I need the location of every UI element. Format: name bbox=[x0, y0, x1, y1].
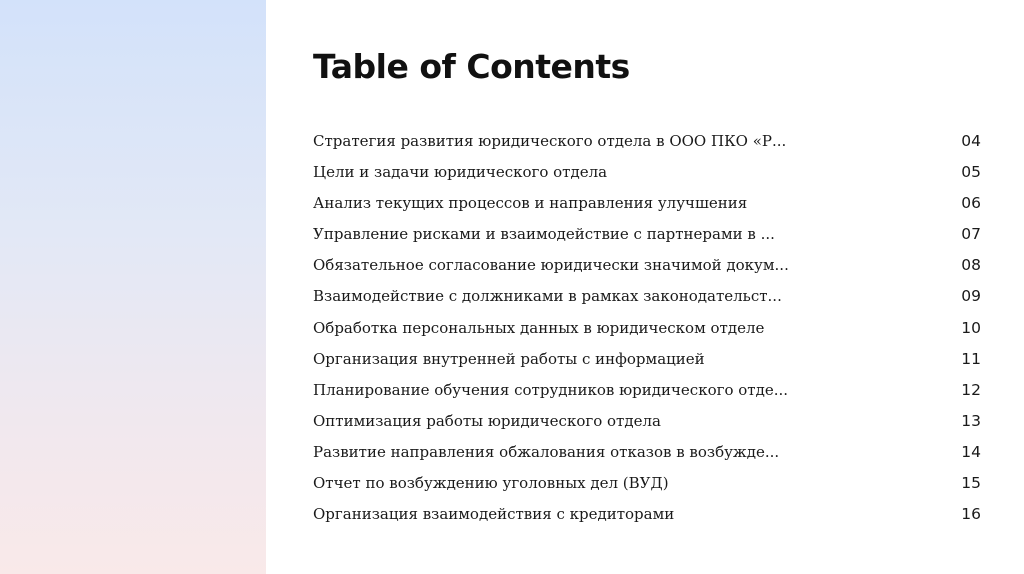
toc-entry[interactable] bbox=[313, 406, 981, 437]
toc-entry[interactable] bbox=[313, 281, 981, 312]
toc-entry[interactable] bbox=[313, 157, 981, 188]
toc-entry-title: Организация взаимодействия с кредиторами bbox=[313, 505, 675, 524]
toc-entry-title: Оптимизация работы юридического отдела bbox=[313, 411, 661, 430]
toc-entry[interactable] bbox=[313, 313, 981, 344]
toc-entry-page-number: 15 bbox=[961, 474, 981, 493]
toc-entry-page-number: 13 bbox=[961, 411, 981, 430]
toc-entry-page-number: 16 bbox=[961, 505, 981, 524]
toc-entry-title: Анализ текущих процессов и направления улучшения bbox=[313, 194, 748, 213]
toc-entry-title: Планирование обучения сотрудников юридического отде... bbox=[313, 380, 789, 399]
toc-entry[interactable] bbox=[313, 468, 981, 499]
toc-entry[interactable] bbox=[313, 188, 981, 219]
toc-entry-page-number: 06 bbox=[961, 194, 981, 213]
page-title: Table of Contents bbox=[313, 47, 630, 86]
toc-entry-title: Организация внутренней работы с информацией bbox=[313, 349, 705, 368]
toc-entry-page-number: 12 bbox=[961, 380, 981, 399]
toc-entry-title: Отчет по возбуждению уголовных дел (ВУД) bbox=[313, 474, 669, 493]
toc-entry-page-number: 09 bbox=[961, 287, 981, 306]
toc-entry[interactable] bbox=[313, 375, 981, 406]
toc-entry-page-number: 05 bbox=[961, 163, 981, 182]
toc-entry-title: Развитие направления обжалования отказов в возбужде... bbox=[313, 442, 780, 461]
toc-entry[interactable] bbox=[313, 219, 981, 250]
toc-entry-title: Взаимодействие с должниками в рамках законодательст... bbox=[313, 287, 782, 306]
toc-entry-title: Стратегия развития юридического отдела в ООО ПКО «Р... bbox=[313, 132, 787, 150]
toc-entry-page-number: 08 bbox=[961, 256, 981, 275]
toc-entry[interactable] bbox=[313, 437, 981, 468]
toc-entry-title: Обработка персональных данных в юридическом отделе bbox=[313, 318, 765, 337]
toc-entry-page-number: 10 bbox=[961, 318, 981, 337]
toc-entry-title: Цели и задачи юридического отдела bbox=[313, 163, 608, 182]
toc-entry[interactable] bbox=[313, 499, 981, 530]
toc-entry-title: Обязательное согласование юридически значимой докум... bbox=[313, 256, 789, 275]
toc-entry-page-number: 07 bbox=[961, 225, 981, 244]
toc-entry-page-number: 11 bbox=[961, 349, 981, 368]
toc-entry-page-number: 04 bbox=[961, 132, 981, 150]
toc-entry-title: Управление рисками и взаимодействие с партнерами в ... bbox=[313, 225, 775, 244]
table-of-contents-list bbox=[313, 126, 981, 530]
toc-entry-page-number: 14 bbox=[961, 442, 981, 461]
gradient-side-panel bbox=[0, 0, 266, 574]
toc-entry[interactable] bbox=[313, 126, 981, 157]
toc-entry[interactable] bbox=[313, 344, 981, 375]
toc-entry[interactable] bbox=[313, 250, 981, 281]
